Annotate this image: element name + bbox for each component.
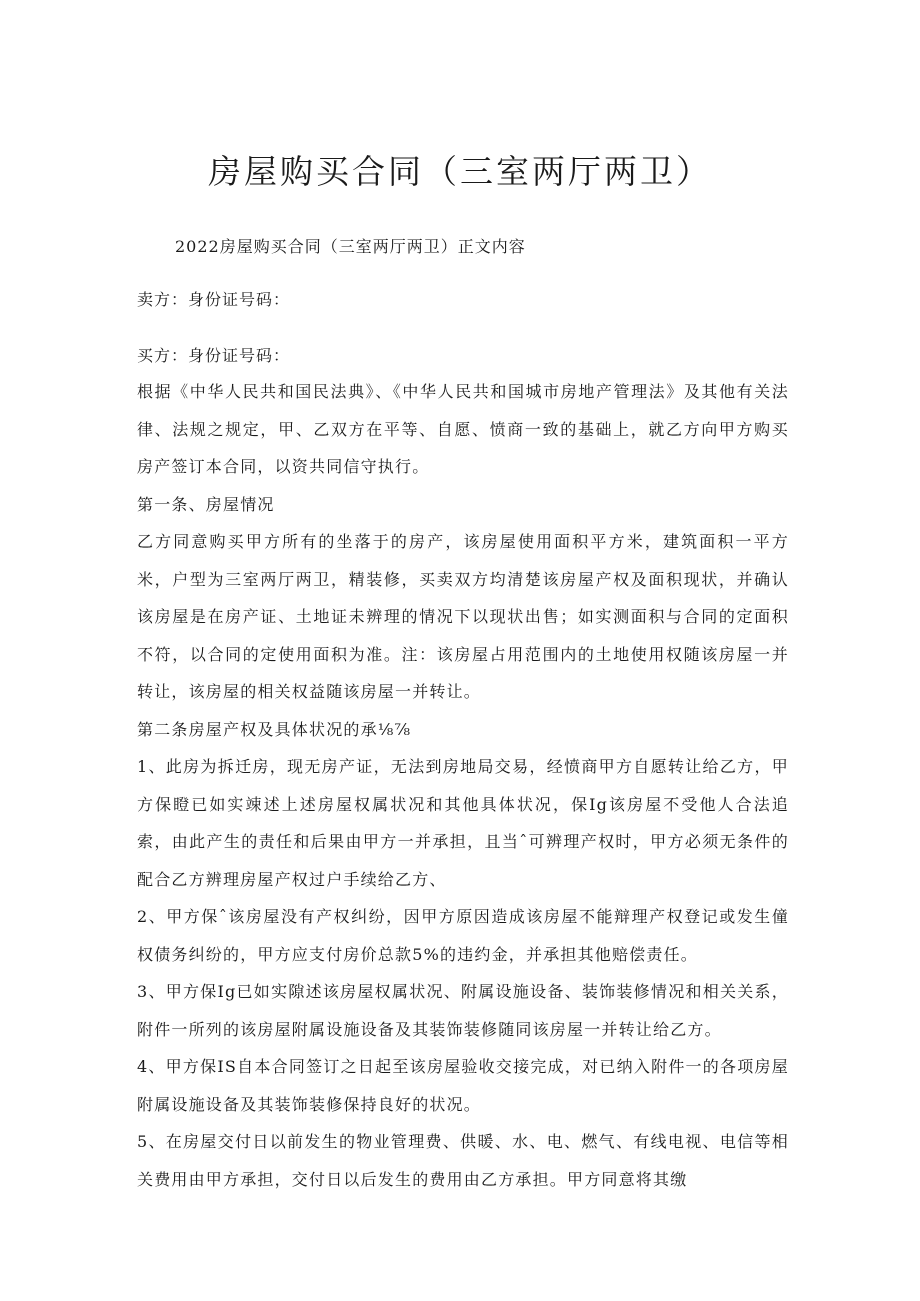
clause-paragraph: 5、在房屋交付日以前发生的物业管理费、供暖、水、电、燃气、有线电视、电信等相关费用由甲方承担，交付日以后发生的费用由乙方承担。甲方同意将其缴	[137, 1132, 789, 1189]
article-paragraph: 乙方同意购买甲方所有的坐落于的房产，该房屋使用面积平方米，建筑面积一平方米，户型为三室两厅两卫，精装修，买卖双方均清楚该房屋产权及面积现状，并确认该房屋是在房产证、土地证未辨理的情况下以现状出售；如实测面积与合同的定面积不符，以合同的定使用面积为准。注：该房屋占用范围内的土地使用权随该房屋一并转让，该房屋的相关权益随该房屋一并转让。	[137, 532, 789, 701]
document-subtitle: 2022房屋购买合同（三室两厅两卫）正文内容	[175, 237, 526, 256]
clause-paragraph: 1、此房为拆迁房，现无房产证，无法到房地局交易，经愤商甲方自愿转让给乙方，甲方保瞪已如实竦述上述房屋权属状况和其他具体状况，保Ig该房屋不受他人合法追索，由此产生的责任和后果由甲方一并承担，且当ˆ可辨理产权时，甲方必须无条件的配合乙方辨理房屋产权过户手续给乙方、	[137, 757, 789, 889]
contract-body	[137, 373, 789, 1198]
clause-paragraph: 4、甲方保IS自本合同签订之日起至该房屋验收交接完成，对已纳入附件一的各项房屋附属设施设备及其装饰装修保持良好的状况。	[137, 1057, 789, 1114]
clause-paragraph: 2、甲方保ˆ该房屋没有产权纠纷，因甲方原因造成该房屋不能辩理产权登记或发生僮权债务纠纷的，甲方应支付房价总款5%的违约金，并承担其他赔偿责任。	[137, 907, 789, 964]
article-heading: 第二条房屋产权及具体状况的承⅛⅞	[137, 719, 412, 739]
seller-id-line: 卖方：身份证号码：	[137, 290, 291, 309]
article-heading: 第一条、房屋情况	[137, 494, 275, 514]
buyer-id-line: 买方：身份证号码：	[137, 346, 291, 365]
document-title: 房屋购买合同（三室两厅两卫）	[208, 152, 712, 191]
clause-paragraph: 3、甲方保Ig已如实隙述该房屋权属状况、附属设施设备、装饰装修情况和相关关系，附件一所列的该房屋附属设施设备及其装饰装修随同该房屋一并转让给乙方。	[137, 982, 789, 1039]
preamble-paragraph: 根据《中华人民共和国民法典》、《中华人民共和国城市房地产管理法》及其他有关法律、法规之规定，甲、乙双方在平等、自愿、愤商一致的基础上，就乙方向甲方购买房产签订本合同，以资共同信守执行。	[137, 382, 789, 476]
